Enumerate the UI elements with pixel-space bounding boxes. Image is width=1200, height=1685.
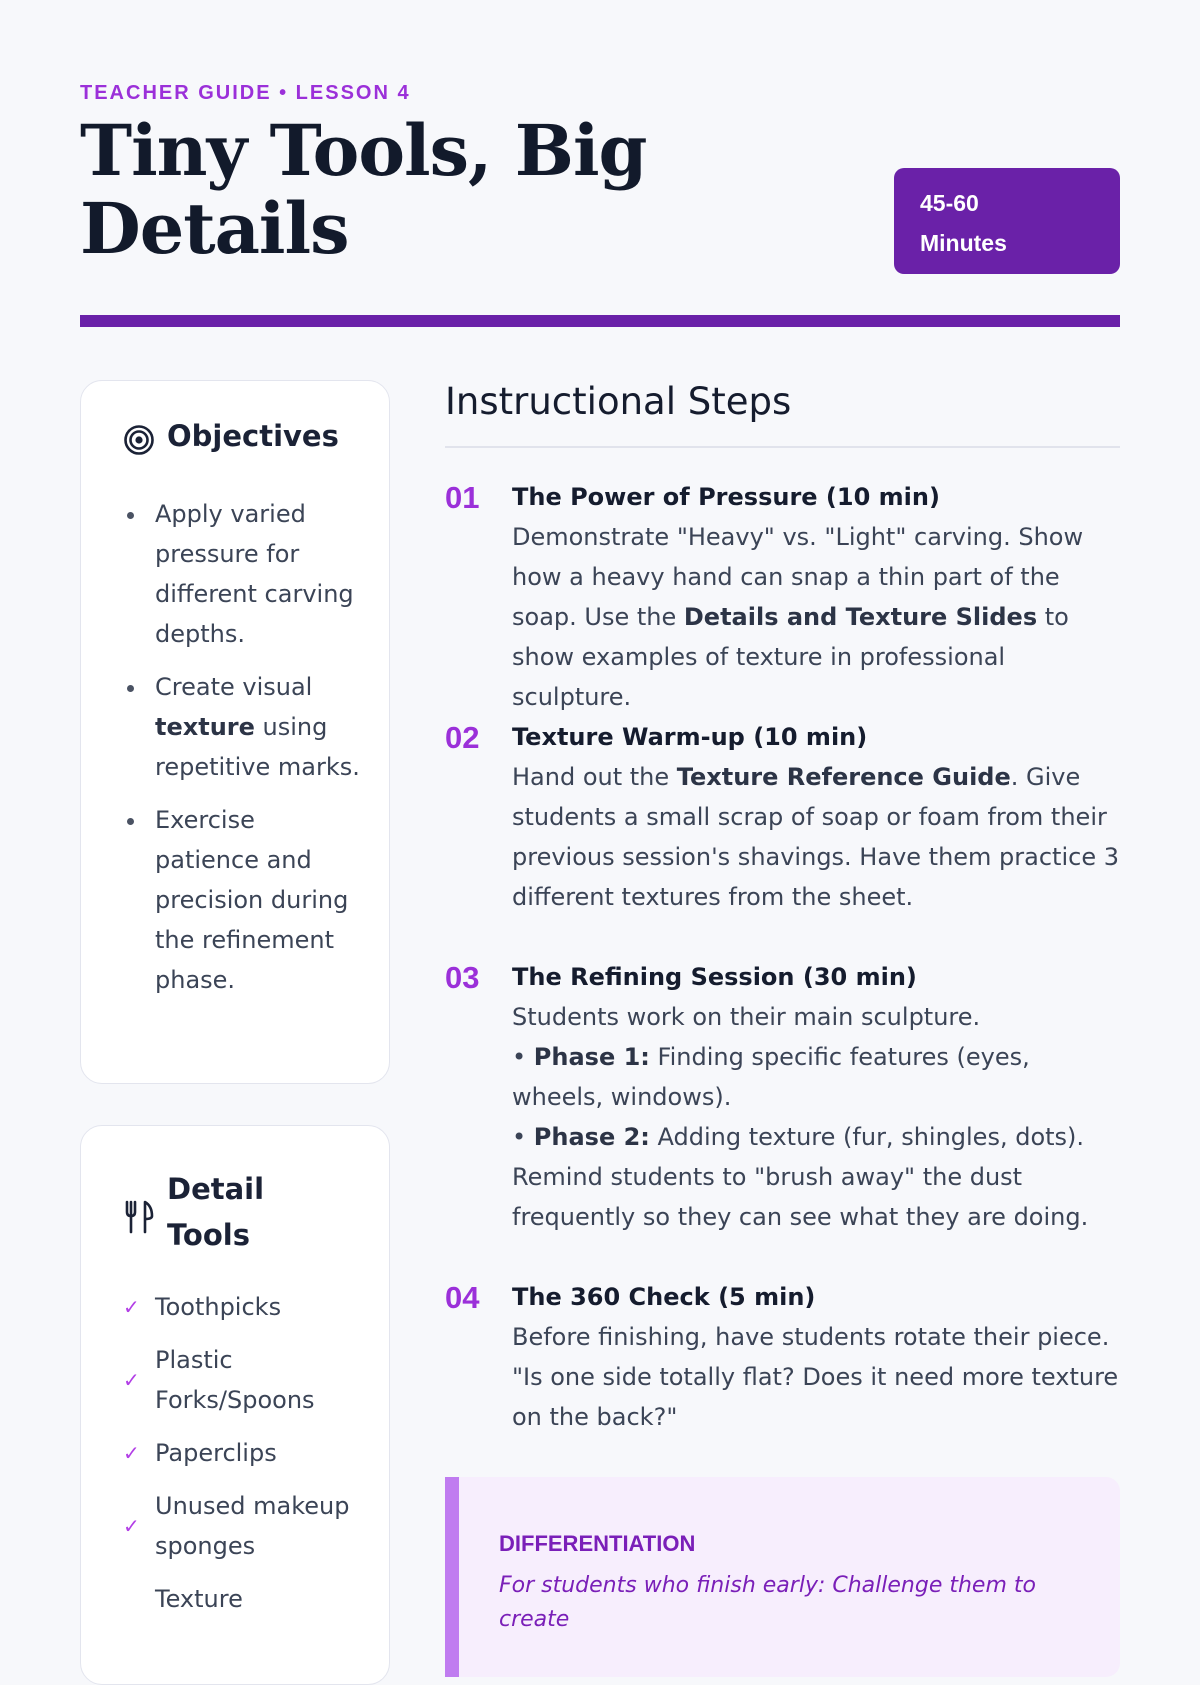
step-heading: The 360 Check (5 min) [512,1283,816,1311]
detail-tools-title: Detail Tools [167,1172,265,1252]
step-description: Demonstrate "Heavy" vs. "Light" carving. Show how a heavy hand can snap a thin part of the soap. Use the Details and Texture Slides to show examples of texture in professional sculpture. [512,523,1084,711]
step-heading: Texture Warm-up (10 min) [512,723,868,751]
step-number: 02 [445,720,480,755]
tools-list [81,1287,381,1632]
phase-1-line: • Phase 1: Finding specific features (eyes, wheels, windows). [512,1043,1030,1111]
step-description: Before finishing, have students rotate their piece. "Is one side totally flat? Does it need more texture on the back?" [512,1323,1119,1431]
objectives-list [81,494,381,1013]
step-heading: The Power of Pressure (10 min) [512,483,940,511]
differentiation-text: For students who finish early: Challenge them to create [499,1573,1036,1632]
steps-title: Instructional Steps [445,380,792,423]
differentiation-label: DIFFERENTIATION [499,1531,696,1556]
phase-2-line: • Phase 2: Adding texture (fur, shingles, dots). [512,1123,1085,1151]
objective-item: Exercise patience and precision during the refinement phase. [81,800,381,1000]
step-number: 01 [445,480,480,515]
step-description: Students work on their main sculpture. • Phase 1: Finding specific features (eyes, wheels, windows). • Phase 2: Adding texture (fur, shingles, dots). Remind students to "brush away" the dust frequently so they can see what they are doing. [512,997,1122,1237]
duration-unit: Minutes [920,230,1007,256]
tool-item: ✓ Unused makeup sponges [123,1492,350,1560]
step-description: Hand out the Texture Reference Guide. Give students a small scrap of soap or foam from their previous session's shavings. Have them practice 3 different textures from the sheet. [512,763,1119,911]
duration-value: 45-60 [920,190,979,216]
objective-item: Apply varied pressure for different carving depths. [81,494,381,654]
step-number: 04 [445,1280,480,1315]
differentiation-callout [445,1477,1120,1677]
lesson-page [80,0,1120,1632]
tool-item: Texture [155,1585,243,1613]
lesson-eyebrow: TEACHER GUIDE • LESSON 4 [80,82,411,104]
check-icon: ✓ [123,1514,140,1538]
detail-tools-card [80,1125,390,1685]
objective-item: Create visual texture using repetitive marks. [81,667,381,787]
objectives-title: Objectives [167,419,339,453]
step-number: 03 [445,960,480,995]
objectives-card [80,380,390,1084]
target-icon [123,424,155,456]
check-icon: ✓ [123,1368,140,1392]
step-heading: The Refining Session (30 min) [512,963,917,991]
check-icon: ✓ [123,1441,140,1465]
check-icon: ✓ [123,1295,140,1319]
tool-item: ✓ Toothpicks [81,1287,381,1327]
steps-divider [445,446,1120,448]
utensils-icon [123,1200,155,1234]
tool-item: ✓ Plastic Forks/Spoons [123,1346,315,1414]
page-title: Tiny Tools, Big Details [80,109,647,270]
header-divider [80,315,1120,327]
tool-item: ✓ Paperclips [81,1433,381,1473]
duration-badge [894,168,1120,274]
